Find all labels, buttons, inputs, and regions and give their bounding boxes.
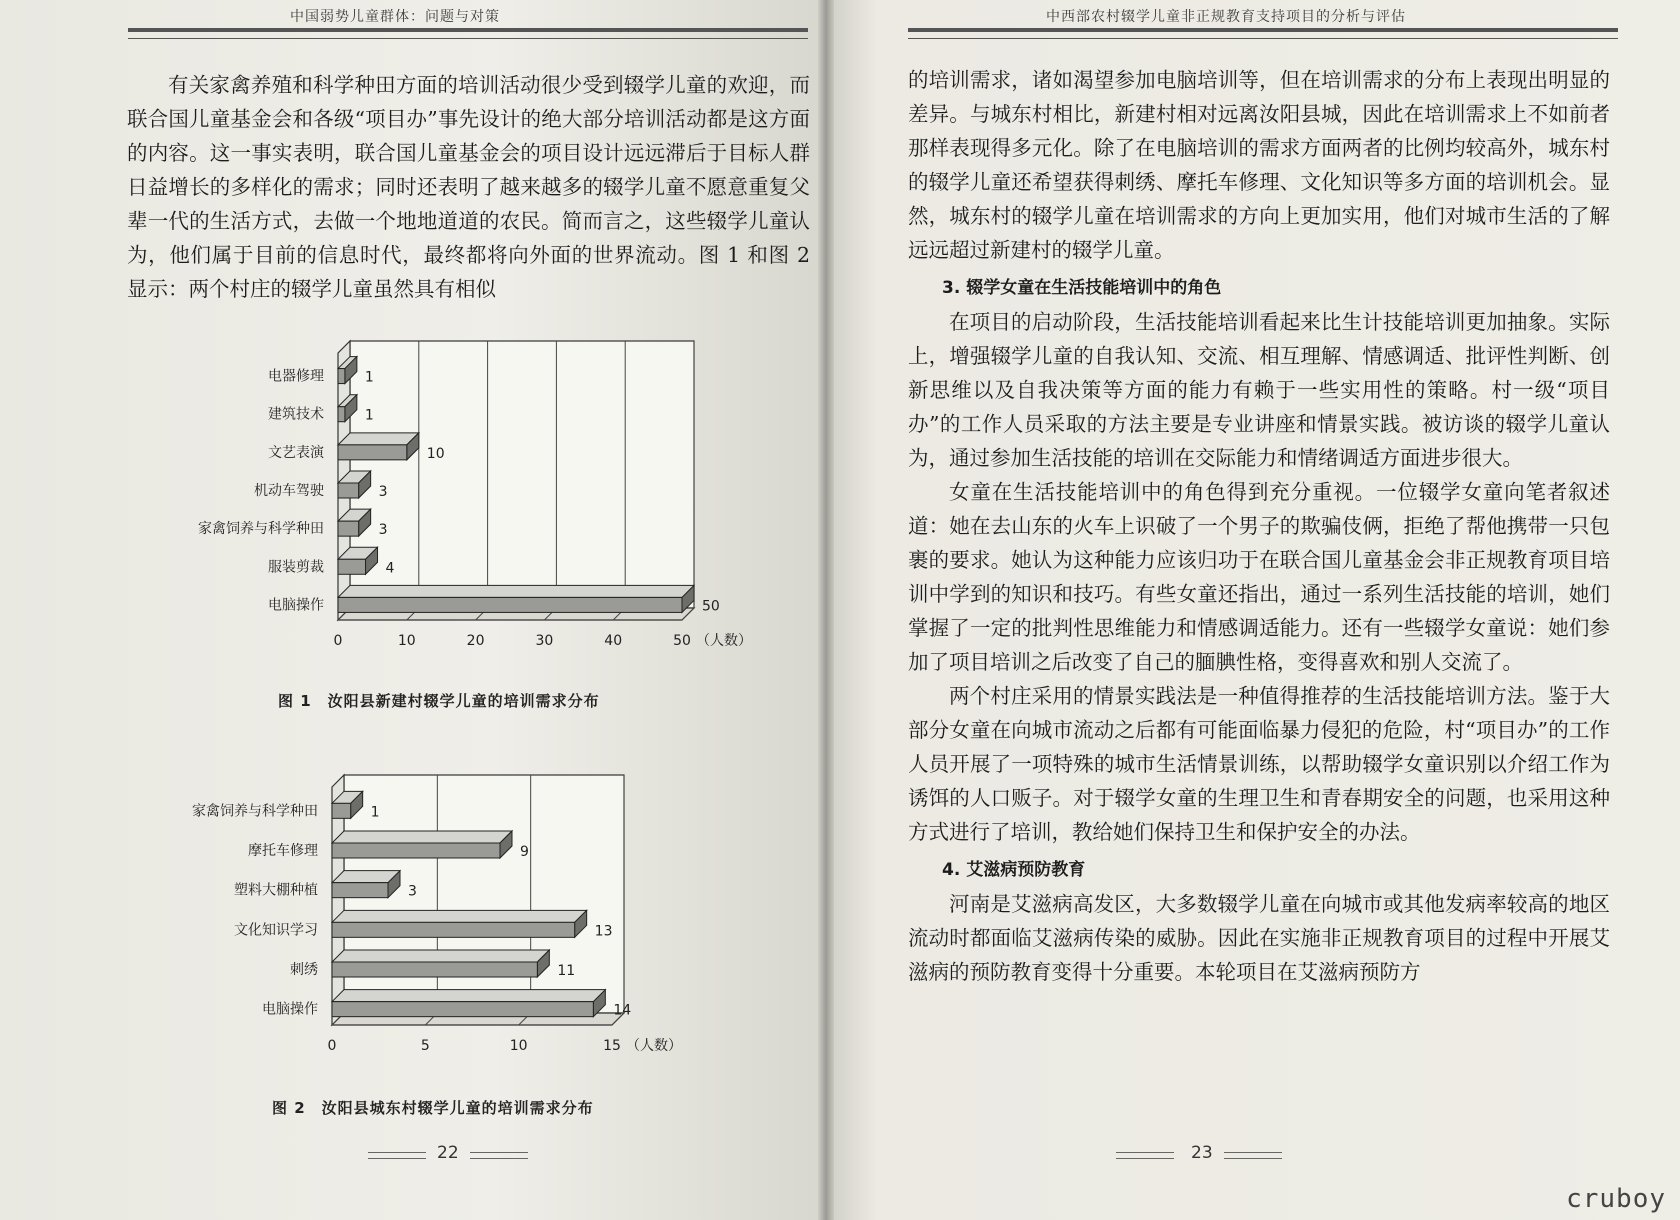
fig1-bar — [338, 369, 345, 384]
fig2-tick-label: 5 — [420, 1038, 430, 1054]
fig2-category-label: 家禽饲养与科学种田 — [192, 803, 318, 820]
fig1-value-label: 3 — [378, 522, 388, 539]
fig1-tick-label: 0 — [333, 633, 343, 649]
fig2-category-label: 塑料大棚种植 — [234, 882, 318, 899]
fig2-bar — [332, 803, 351, 818]
figure2-caption: 图 2 汝阳县城东村辍学儿童的培训需求分布 — [272, 1099, 594, 1117]
fig1-tick-label: 50 — [673, 633, 691, 649]
figure1-caption: 图 1 汝阳县新建村辍学儿童的培训需求分布 — [278, 692, 600, 710]
fig1-value-label: 50 — [702, 598, 720, 615]
fig2-bar — [332, 922, 575, 937]
fig2-value-label: 14 — [613, 1002, 632, 1019]
right-paragraph-3: 女童在生活技能培训中的角色得到充分重视。一位辍学女童向笔者叙述道：她在去山东的火车上识破了一个男子的欺骗伎俩，拒绝了帮他携带一只包裹的要求。她认为这种能力应该归功于在联合国儿童基金会非正规教育项目培训中学到的知识和技巧。有些女童还指出，通过一系列生活技能的培训，她们掌握了一定的批判性思维能力和情感调适能力。还有一些辍学女童说：她们参加了项目培训之后改变了自己的腼腆性格，变得喜欢和别人交流了。 — [908, 480, 1610, 674]
watermark: cruboy — [1566, 1184, 1666, 1214]
fig2-value-label: 9 — [520, 844, 529, 860]
fig1-tick-label: 30 — [535, 633, 554, 649]
left-header-rule — [128, 28, 808, 39]
fig1-bar — [338, 445, 407, 460]
fig1-axis-unit: （人数） — [696, 633, 752, 649]
right-body-text — [908, 63, 1610, 989]
fig2-axis-unit: （人数） — [626, 1038, 682, 1054]
fig1-tick-label: 20 — [466, 633, 485, 649]
fig2-bar-top — [332, 990, 605, 1002]
fig2-tick-label: 15 — [603, 1038, 621, 1054]
right-page-number: 23 — [1191, 1143, 1213, 1163]
fig1-value-label: 4 — [385, 560, 395, 577]
fig2-value-label: 11 — [557, 963, 576, 979]
left-page-number: 22 — [437, 1143, 459, 1163]
fig2-bar — [332, 962, 537, 977]
fig2-bar — [332, 1002, 593, 1017]
right-paragraph-1: 的培训需求，诸如渴望参加电脑培训等，但在培训需求的分布上表现出明显的差异。与城东村相比，新建村相对远离汝阳县城，因此在培训需求上不如前者那样表现得多元化。除了在电脑培训的需求方面两者的比例均较高外，城东村的辍学儿童还希望获得刺绣、摩托车修理、文化知识等多方面的培训机会。显然，城东村的辍学儿童在培训需求的方向上更加实用，他们对城市生活的了解远远超过新建村的辍学儿童。 — [908, 68, 1610, 262]
right-folio-rule-right — [1224, 1152, 1282, 1159]
right-header-rule — [908, 28, 1618, 39]
fig1-category-label: 电器修理 — [268, 368, 324, 385]
fig1-bar — [338, 483, 359, 498]
fig1-category-label: 建筑技术 — [268, 406, 324, 423]
fig2-bar — [332, 883, 388, 898]
fig1-value-label: 10 — [426, 445, 445, 462]
fig2-category-label: 电脑操作 — [262, 1001, 318, 1018]
left-body-text — [127, 68, 810, 306]
left-page — [0, 0, 826, 1220]
fig1-tick-label: 40 — [604, 633, 623, 649]
fig2-tick-label: 0 — [327, 1038, 337, 1054]
right-page — [826, 0, 1680, 1220]
fig1-bar — [338, 559, 366, 574]
left-paragraph: 有关家禽养殖和科学种田方面的培训活动很少受到辍学儿童的欢迎，而联合国儿童基金会和各级“项目办”事先设计的绝大部分培训活动都是这方面的内容。这一事实表明，联合国儿童基金会的项目设计远远滞后于目标人群日益增长的多样化的需求；同时还表明了越来越多的辍学儿童不愿意重复父辈一代的生活方式，去做一个地地道道的农民。简而言之，这些辍学儿童认为，他们属于目前的信息时代，最终都将向外面的世界流动。图 1 和图 2 显示：两个村庄的辍学儿童虽然具有相似 — [127, 73, 810, 301]
fig1-bar — [338, 521, 359, 536]
book-gutter — [818, 0, 834, 1220]
fig2-bar-top — [332, 910, 587, 922]
fig2-category-label: 摩托车修理 — [248, 843, 318, 859]
fig1-back-wall — [350, 341, 694, 608]
fig2-tick-label: 10 — [509, 1038, 528, 1054]
left-folio-rule-right — [470, 1152, 528, 1159]
heading-3: 3. 辍学女童在生活技能培训中的角色 — [942, 278, 1222, 298]
fig2-category-label: 刺绣 — [290, 962, 318, 978]
fig1-bar — [338, 407, 345, 422]
right-paragraph-4: 两个村庄采用的情景实践法是一种值得推荐的生活技能培训方法。鉴于大部分女童在向城市流动之后都有可能面临暴力侵犯的危险，村“项目办”的工作人员开展了一项特殊的城市生活情景训练，以帮助辍学女童识别以介绍工作为诱饵的人口贩子。对于辍学女童的生理卫生和青春期安全的问题，也采用这种方式进行了培训，教给她们保持卫生和保护安全的办法。 — [908, 684, 1610, 844]
fig1-category-label: 机动车驾驶 — [254, 483, 324, 499]
fig2-value-label: 1 — [370, 804, 380, 821]
figure2-chart — [192, 765, 750, 1079]
fig1-category-label: 电脑操作 — [268, 597, 324, 614]
fig1-category-label: 文艺表演 — [268, 444, 324, 461]
fig2-category-label: 文化知识学习 — [234, 922, 318, 939]
heading-4: 4. 艾滋病预防教育 — [942, 860, 1086, 880]
fig1-value-label: 1 — [364, 407, 374, 424]
right-paragraph-2: 在项目的启动阶段，生活技能培训看起来比生计技能培训更加抽象。实际上，增强辍学儿童的自我认知、交流、相互理解、情感调适、批评性判断、创新思维以及自我决策等方面的能力有赖于一些实用性的策略。村一级“项目办”的工作人员采取的方法主要是专业讲座和情景实践。被访谈的辍学儿童认为，通过参加生活技能的培训在交际能力和情绪调适方面进步很大。 — [908, 310, 1610, 470]
fig2-bar-top — [332, 831, 512, 843]
fig2-bar-top — [332, 950, 549, 962]
fig1-category-label: 家禽饲养与科学种田 — [198, 521, 324, 538]
figure1-svg — [198, 325, 752, 670]
figure1-chart — [198, 325, 752, 674]
right-folio-rule-left — [1116, 1152, 1174, 1159]
fig2-value-label: 13 — [594, 923, 613, 940]
fig1-value-label: 3 — [378, 484, 388, 500]
fig2-value-label: 3 — [408, 883, 417, 900]
fig1-value-label: 1 — [364, 369, 374, 386]
fig1-bar — [338, 597, 682, 612]
figure2-svg — [192, 765, 750, 1075]
fig1-category-label: 服装剪裁 — [268, 559, 324, 576]
right-paragraph-5: 河南是艾滋病高发区，大多数辍学儿童在向城市或其他发病率较高的地区流动时都面临艾滋病传染的威胁。因此在实施非正规教育项目的过程中开展艾滋病的预防教育变得十分重要。本轮项目在艾滋病预防方 — [908, 892, 1610, 984]
fig2-bar — [332, 843, 500, 858]
left-running-head: 中国弱势儿童群体：问题与对策 — [290, 9, 500, 25]
fig1-tick-label: 10 — [397, 633, 416, 649]
right-running-head: 中西部农村辍学儿童非正规教育支持项目的分析与评估 — [1046, 9, 1406, 25]
fig1-bar-top — [338, 585, 694, 597]
left-folio-rule-left — [368, 1152, 426, 1159]
fig1-bar-top — [338, 433, 419, 445]
